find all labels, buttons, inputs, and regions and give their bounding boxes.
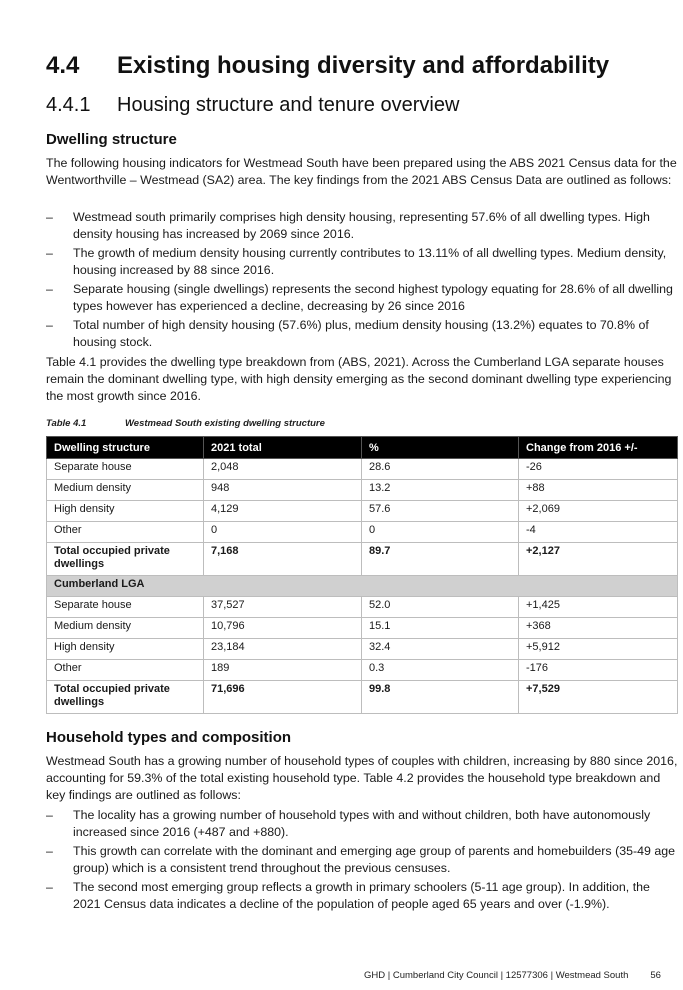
subsection-number: 4.4.1 (46, 94, 91, 116)
table-total-row (47, 543, 678, 576)
section-number: 4.4 (46, 52, 80, 79)
table-cell: 948 (204, 480, 362, 501)
table-cell: +2,127 (519, 543, 678, 576)
table-section-label: Cumberland LGA (47, 576, 678, 597)
table-cell: Total occupied private dwellings (47, 681, 204, 714)
list-item (46, 879, 680, 913)
list-item-text: The locality has a growing number of household types with and without children, both have autonomously increased since 2016 (+487 and +880). (73, 808, 651, 839)
subsection-heading (46, 94, 459, 117)
table-row (47, 639, 678, 660)
table-header-row (47, 437, 678, 459)
dwelling-outro-paragraph: Table 4.1 provides the dwelling type breakdown from (ABS, 2021). Across the Cumberland LGA separate houses remain the dominant dwelling type, with high density emerging as the second dominant dwelling type experiencing the most growth since 2016. (46, 355, 672, 403)
table-total-row (47, 681, 678, 714)
bullet-dash: – (46, 880, 53, 894)
column-header: 2021 total (204, 437, 362, 459)
list-item (46, 843, 680, 877)
section-title: Existing housing diversity and affordability (117, 52, 610, 79)
bullet-dash: – (46, 808, 53, 822)
list-item (46, 209, 680, 243)
table-cell: 189 (204, 660, 362, 681)
list-item (46, 807, 680, 841)
table-cell: 2,048 (204, 459, 362, 480)
table-cell: 15.1 (362, 618, 519, 639)
list-item-text: The second most emerging group reflects a growth in primary schoolers (5-11 age group). In addition, the 2021 Census data indicates a decline of the population of people aged 65 years and over (-1.9%). (73, 880, 650, 911)
table-cell: Other (47, 660, 204, 681)
table-cell: 71,696 (204, 681, 362, 714)
household-heading: Household types and composition (46, 729, 292, 746)
table-label: Table 4.1 (46, 418, 87, 429)
bullet-dash: – (46, 844, 53, 858)
table-cell: High density (47, 639, 204, 660)
table-cell: Medium density (47, 618, 204, 639)
table-row (47, 618, 678, 639)
table-cell: Separate house (47, 597, 204, 618)
table-cell: 32.4 (362, 639, 519, 660)
table-cell: -4 (519, 522, 678, 543)
table-cell: Medium density (47, 480, 204, 501)
table-cell: 28.6 (362, 459, 519, 480)
table-cell: 89.7 (362, 543, 519, 576)
dwelling-findings-list (46, 209, 680, 353)
list-item-text: This growth can correlate with the dominant and emerging age group of parents and homebuilders (35-49 age group) which is a consistent trend throughout the previous censuses. (73, 844, 675, 875)
table-cell: 10,796 (204, 618, 362, 639)
bullet-dash: – (46, 246, 53, 260)
list-item (46, 317, 680, 351)
table-cell: -176 (519, 660, 678, 681)
dwelling-intro-paragraph: The following housing indicators for Westmead South have been prepared using the ABS 2021 Census data for the Wentworthville – Westmead (SA2) area. The key findings from the 2021 ABS Census Data are outlined as follows: (46, 156, 677, 187)
table-row (47, 480, 678, 501)
column-header: Change from 2016 +/- (519, 437, 678, 459)
table-cell: Total occupied private dwellings (47, 543, 204, 576)
footer-text: GHD | Cumberland City Council | 12577306 | Westmead South (364, 970, 629, 981)
table-cell: 99.8 (362, 681, 519, 714)
bullet-dash: – (46, 210, 53, 224)
subsection-title: Housing structure and tenure overview (117, 94, 460, 116)
table-cell: 7,168 (204, 543, 362, 576)
table-cell: Separate house (47, 459, 204, 480)
section-heading (46, 52, 609, 80)
table-cell: +7,529 (519, 681, 678, 714)
table-cell: 0 (362, 522, 519, 543)
column-header: % (362, 437, 519, 459)
table-cell: 0 (204, 522, 362, 543)
household-findings-list (46, 807, 680, 915)
table-cell: +88 (519, 480, 678, 501)
dwelling-structure-heading: Dwelling structure (46, 131, 177, 148)
list-item (46, 245, 680, 279)
table-section-row (47, 576, 678, 597)
list-item-text: The growth of medium density housing currently contributes to 13.11% of all dwelling types. Medium density, housing increased by 88 since 2016. (73, 246, 667, 277)
table-cell: 0.3 (362, 660, 519, 681)
list-item (46, 281, 680, 315)
table-cell: 52.0 (362, 597, 519, 618)
table-cell: -26 (519, 459, 678, 480)
table-cell: 4,129 (204, 501, 362, 522)
table-cell: +2,069 (519, 501, 678, 522)
list-item-text: Westmead south primarily comprises high density housing, representing 57.6% of all dwelling types. High density housing has increased by 2069 since 2016. (73, 210, 650, 241)
table-cell: +368 (519, 618, 678, 639)
table-cell: 13.2 (362, 480, 519, 501)
list-item-text: Separate housing (single dwellings) represents the second highest typology equating for 28.6% of all dwelling types however has experienced a decline, decreasing by 26 since 2016 (73, 282, 673, 313)
table-caption (46, 418, 325, 429)
bullet-dash: – (46, 282, 53, 296)
table-row (47, 522, 678, 543)
table-row (47, 597, 678, 618)
table-row (47, 501, 678, 522)
page-number: 56 (650, 970, 661, 981)
table-cell: 57.6 (362, 501, 519, 522)
household-intro-paragraph: Westmead South has a growing number of household types of couples with children, increasing by 880 since 2016, accounting for 59.3% of the total existing household type. Table 4.2 provides the household type breakdown and key findings are outlined as follows: (46, 754, 678, 802)
dwelling-structure-table (46, 436, 678, 714)
bullet-dash: – (46, 318, 53, 332)
page-footer (364, 970, 661, 981)
table-row (47, 660, 678, 681)
table-cell: 37,527 (204, 597, 362, 618)
table-cell: +1,425 (519, 597, 678, 618)
table-cell: Other (47, 522, 204, 543)
table-cell: 23,184 (204, 639, 362, 660)
table-caption-text: Westmead South existing dwelling structure (125, 418, 325, 429)
table-cell: High density (47, 501, 204, 522)
table-cell: +5,912 (519, 639, 678, 660)
list-item-text: Total number of high density housing (57.6%) plus, medium density housing (13.2%) equates to 70.8% of housing stock. (73, 318, 649, 349)
table-row (47, 459, 678, 480)
column-header: Dwelling structure (47, 437, 204, 459)
